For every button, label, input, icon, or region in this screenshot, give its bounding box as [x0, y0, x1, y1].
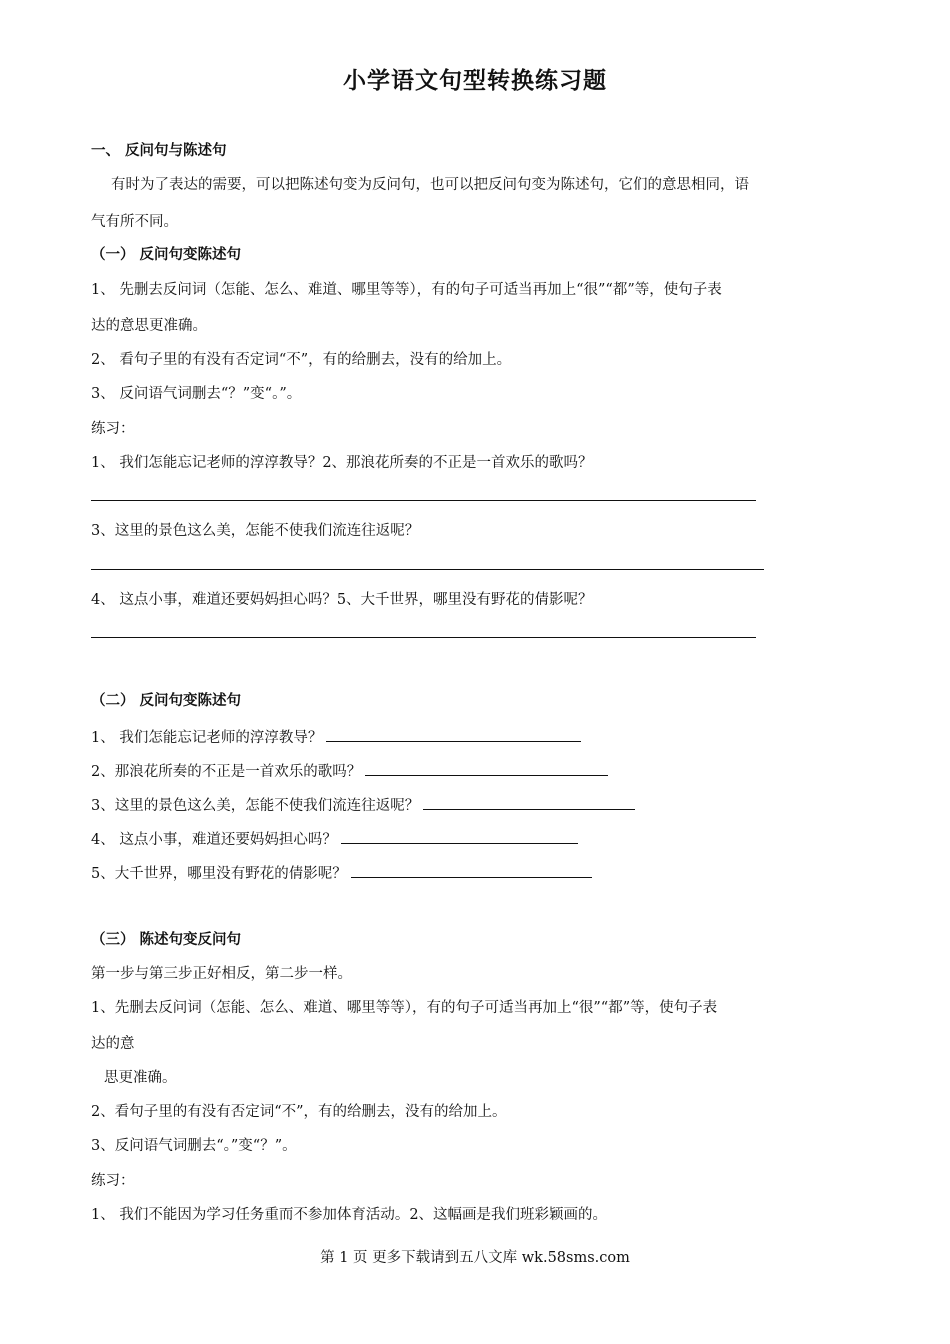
part3-rule1-line1: 1、先删去反问词（怎能、怎么、难道、哪里等等），有的句子可适当再加上“很”“都”等，使句子表	[91, 1000, 718, 1016]
part2-item-4	[91, 827, 578, 850]
part2-item-3-text: 3、这里的景色这么美，怎能不使我们流连往返呢？	[91, 798, 420, 814]
part2-blank-2[interactable]	[365, 759, 608, 776]
answer-line-2[interactable]	[91, 569, 764, 570]
part2-blank-1[interactable]	[326, 725, 581, 742]
section-heading-1: 一、 反问句与陈述句	[91, 142, 227, 159]
part3-rule1-line3: 思更准确。	[104, 1070, 177, 1086]
part3-heading: （三） 陈述句变反问句	[91, 931, 242, 948]
part2-blank-5[interactable]	[351, 861, 592, 878]
intro-line-1: 有时为了表达的需要，可以把陈述句变为反问句，也可以把反问句变为陈述句，它们的意思相同，语	[111, 177, 749, 193]
part2-item-3	[91, 793, 635, 816]
page-footer: 第 1 页 更多下载请到五八文库 wk.58sms.com	[320, 1250, 630, 1266]
part3-practice-label: 练习：	[91, 1173, 135, 1189]
intro-line-2: 气有所不同。	[91, 214, 178, 230]
part1-rule1-line2: 达的意思更准确。	[91, 318, 207, 334]
page-title: 小学语文句型转换练习题	[343, 67, 607, 94]
part2-item-5	[91, 861, 592, 884]
answer-line-1[interactable]	[91, 500, 756, 501]
part1-rule3: 3、 反问语气词删去“？”变“。”。	[91, 386, 302, 402]
part3-note: 第一步与第三步正好相反，第二步一样。	[91, 966, 352, 982]
part2-item-1-text: 1、 我们怎能忘记老师的淳淳教导？	[91, 730, 323, 746]
part2-blank-3[interactable]	[423, 793, 635, 810]
part1-practice-label: 练习：	[91, 421, 135, 437]
part1-heading: （一） 反问句变陈述句	[91, 246, 242, 263]
part2-blank-4[interactable]	[341, 827, 578, 844]
answer-line-3[interactable]	[91, 637, 756, 638]
part2-item-2	[91, 759, 608, 782]
part3-rule1-line2: 达的意	[91, 1036, 135, 1052]
part3-rule2: 2、看句子里的有没有否定词“不”，有的给删去，没有的给加上。	[91, 1104, 507, 1120]
part2-item-4-text: 4、 这点小事，难道还要妈妈担心吗？	[91, 832, 337, 848]
part2-item-5-text: 5、大千世界，哪里没有野花的倩影呢？	[91, 866, 347, 882]
part1-rule1-line1: 1、 先删去反问词（怎能、怎么、难道、哪里等等），有的句子可适当再加上“很”“都”等，使句子表	[91, 282, 722, 298]
part1-rule2: 2、 看句子里的有没有否定词“不”，有的给删去，没有的给加上。	[91, 352, 512, 368]
part3-rule3: 3、反问语气词删去“。”变“？”。	[91, 1138, 297, 1154]
part3-question-1: 1、 我们不能因为学习任务重而不参加体育活动。2、这幅画是我们班彩颖画的。	[91, 1207, 608, 1223]
part1-question-3: 3、这里的景色这么美，怎能不使我们流连往返呢？	[91, 523, 420, 539]
part1-question-1: 1、 我们怎能忘记老师的淳淳教导？2、那浪花所奏的不正是一首欢乐的歌吗？	[91, 455, 593, 471]
part2-item-1	[91, 725, 581, 748]
part2-heading: （二） 反问句变陈述句	[91, 692, 242, 709]
part2-item-2-text: 2、那浪花所奏的不正是一首欢乐的歌吗？	[91, 764, 362, 780]
part1-question-4: 4、 这点小事，难道还要妈妈担心吗？5、大千世界，哪里没有野花的倩影呢？	[91, 592, 593, 608]
